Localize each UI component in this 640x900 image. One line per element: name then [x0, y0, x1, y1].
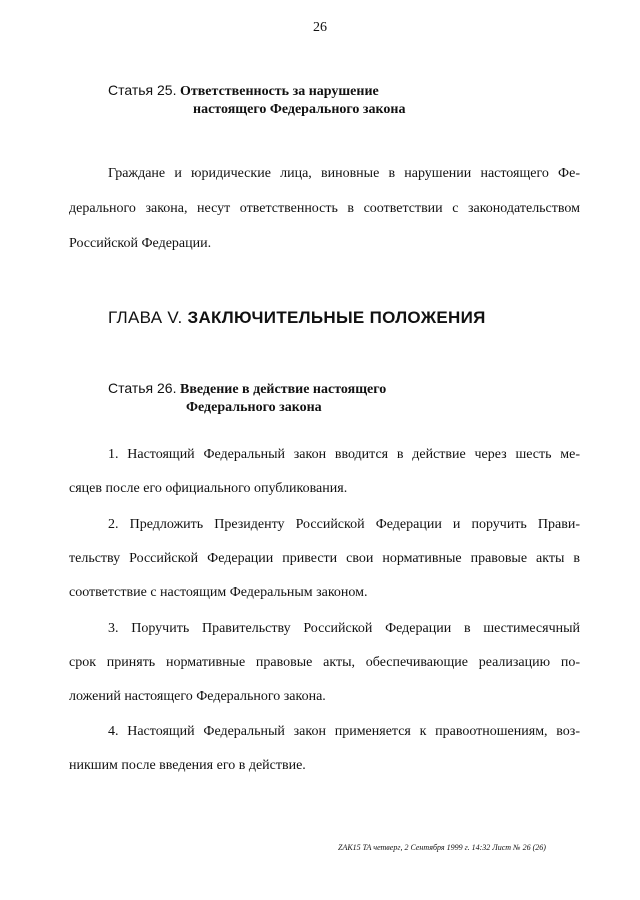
item-2-line2: тельству Российской Федерации привести свои нормативные правовые акты в	[69, 551, 580, 566]
item-4-line1: 4. Настоящий Федеральный закон применяется к правоотношениям, воз-	[108, 724, 580, 739]
article-26-heading	[108, 380, 386, 398]
article-25-body-line3: Российской Федерации.	[69, 236, 212, 251]
item-1-line2: сяцев после его официального опубликования.	[69, 481, 348, 496]
chapter-title: ЗАКЛЮЧИТЕЛЬНЫЕ ПОЛОЖЕНИЯ	[187, 308, 486, 327]
article-25-body-line2: дерального закона, несут ответственность в соответствии с законодательством	[69, 201, 580, 216]
article-25-label: Статья 25.	[108, 82, 177, 98]
item-4-line2: никшим после введения его в действие.	[69, 758, 306, 773]
article-25-heading	[108, 82, 379, 100]
chapter-label: ГЛАВА V.	[108, 308, 183, 327]
article-25-title-line1: Ответственность за нарушение	[179, 84, 379, 99]
page-number: 26	[313, 20, 327, 35]
page-footer: ZAK15 TA четверг, 2 Сентября 1999 г. 14:32 Лист № 26 (26)	[338, 843, 546, 852]
item-3-line2: срок принять нормативные правовые акты, обеспечивающие реализацию по-	[69, 655, 580, 670]
article-25-title-line2: настоящего Федерального закона	[193, 102, 406, 117]
item-3-line1: 3. Поручить Правительству Российской Федерации в шестимесячный	[108, 621, 580, 636]
item-2-line1: 2. Предложить Президенту Российской Федерации и поручить Прави-	[108, 517, 580, 532]
item-2-line3: соответствие с настоящим Федеральным законом.	[69, 585, 368, 600]
item-1-line1: 1. Настоящий Федеральный закон вводится в действие через шесть ме-	[108, 447, 580, 462]
article-25-body-line1: Граждане и юридические лица, виновные в нарушении настоящего Фе-	[108, 166, 580, 181]
chapter-heading	[108, 308, 486, 328]
item-3-line3: ложений настоящего Федерального закона.	[69, 689, 326, 704]
article-26-title-line1: Введение в действие настоящего	[179, 382, 387, 397]
article-26-label: Статья 26.	[108, 380, 177, 396]
article-26-title-line2: Федерального закона	[186, 400, 322, 415]
